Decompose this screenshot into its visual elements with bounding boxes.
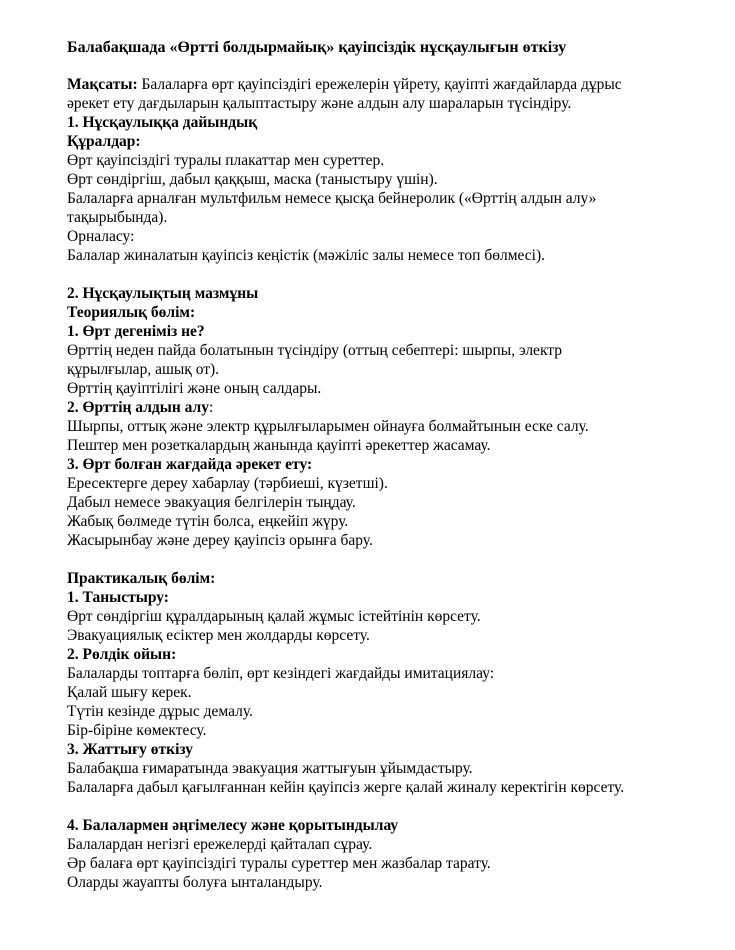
section-4-heading: 4. Балалармен әңгімелесу және қорытындылау <box>67 817 399 834</box>
aim-label: Мақсаты: <box>67 76 138 93</box>
theory-2-heading: 2. Өрттің алдын алу <box>67 399 209 416</box>
theory-1-line-2: құрылғылар, ашық от). <box>67 361 220 378</box>
practice-2-line-4: Бір-біріне көмектесу. <box>67 722 207 739</box>
theory-2-colon: : <box>208 399 214 416</box>
theory-3-line-4: Жасырынбау және дереу қауіпсіз орынға бару. <box>67 532 373 549</box>
tools-heading: Құралдар: <box>67 133 141 150</box>
tools-item-2: Өрт сөндіргіш, дабыл қаққыш, маска (таныстыру үшін). <box>67 171 438 188</box>
aim-line-1 <box>67 75 622 94</box>
section-4-line-1: Балалардан негізгі ережелерді қайталап сұрау. <box>67 836 373 853</box>
theory-3-line-1: Ересектерге дереу хабарлау (тәрбиеші, күзетші). <box>67 475 388 492</box>
practice-heading: Практикалық бөлім: <box>67 570 216 587</box>
theory-1-line-1: Өрттің неден пайда болатынын түсіндіру (оттың себептері: шырпы, электр <box>67 342 562 359</box>
practice-3-line-2: Балаларға дабыл қағылғаннан кейін қауіпсіз жерге қалай жиналу керектігін көрсету. <box>67 779 625 796</box>
practice-1-line-2: Эвакуациялық есіктер мен жолдарды көрсету. <box>67 627 370 644</box>
theory-3-heading: 3. Өрт болған жағдайда әрекет ету: <box>67 456 313 473</box>
practice-2-heading: 2. Рөлдік ойын: <box>67 646 177 663</box>
practice-3-heading: 3. Жаттығу өткізу <box>67 741 194 758</box>
document-title: Балабақшада «Өртті болдырмайық» қауіпсіздік нұсқаулығын өткізу <box>67 39 567 56</box>
practice-1-heading: 1. Таныстыру: <box>67 589 169 606</box>
theory-3-line-2: Дабыл немесе эвакуация белгілерін тыңдау. <box>67 494 356 511</box>
theory-2-heading-line <box>67 398 213 417</box>
practice-3-line-1: Балабақша ғимаратында эвакуация жаттығуын ұйымдастыру. <box>67 760 473 777</box>
tools-item-1: Өрт қауіпсіздігі туралы плакаттар мен суреттер. <box>67 152 385 169</box>
tools-item-3b: тақырыбында). <box>67 209 168 226</box>
theory-3-line-3: Жабық бөлмеде түтін болса, еңкейіп жүру. <box>67 513 349 530</box>
practice-2-line-2: Қалай шығу керек. <box>67 684 192 701</box>
section-2-heading: 2. Нұсқаулықтың мазмұны <box>67 285 259 302</box>
practice-2-line-1: Балаларды топтарға бөліп, өрт кезіндегі жағдайды имитациялау: <box>67 665 495 682</box>
place-label: Орналасу: <box>67 228 135 245</box>
theory-2-line-2: Пештер мен розеткалардың жанында қауіпті әрекеттер жасамау. <box>67 437 491 454</box>
section-4-line-2: Әр балаға өрт қауіпсіздігі туралы суреттер мен жазбалар тарату. <box>67 855 491 872</box>
practice-2-line-3: Түтін кезінде дұрыс демалу. <box>67 703 253 720</box>
section-1-heading: 1. Нұсқаулыққа дайындық <box>67 114 258 131</box>
tools-item-3a: Балаларға арналған мультфильм немесе қысқа бейнеролик («Өрттің алдын алу» <box>67 190 597 207</box>
theory-1-heading: 1. Өрт дегеніміз не? <box>67 323 205 340</box>
aim-text-1: Балаларға өрт қауіпсіздігі ережелерін үйрету, қауіпті жағдайларда дұрыс <box>137 76 622 93</box>
theory-heading: Теориялық бөлім: <box>67 304 196 321</box>
place-text: Балалар жиналатын қауіпсіз кеңістік (мәжіліс залы немесе топ бөлмесі). <box>67 247 545 264</box>
section-4-line-3: Оларды жауапты болуға ынталандыру. <box>67 874 323 891</box>
theory-1-line-3: Өрттің қауіптілігі және оның салдары. <box>67 380 322 397</box>
theory-2-line-1: Шырпы, оттық және электр құрылғыларымен ойнауға болмайтынын еске салу. <box>67 418 589 435</box>
aim-line-2: әрекет ету дағдыларын қалыптастыру және алдын алу шараларын түсіндіру. <box>67 95 572 112</box>
practice-1-line-1: Өрт сөндіргіш құралдарының қалай жұмыс істейтінін көрсету. <box>67 608 481 625</box>
